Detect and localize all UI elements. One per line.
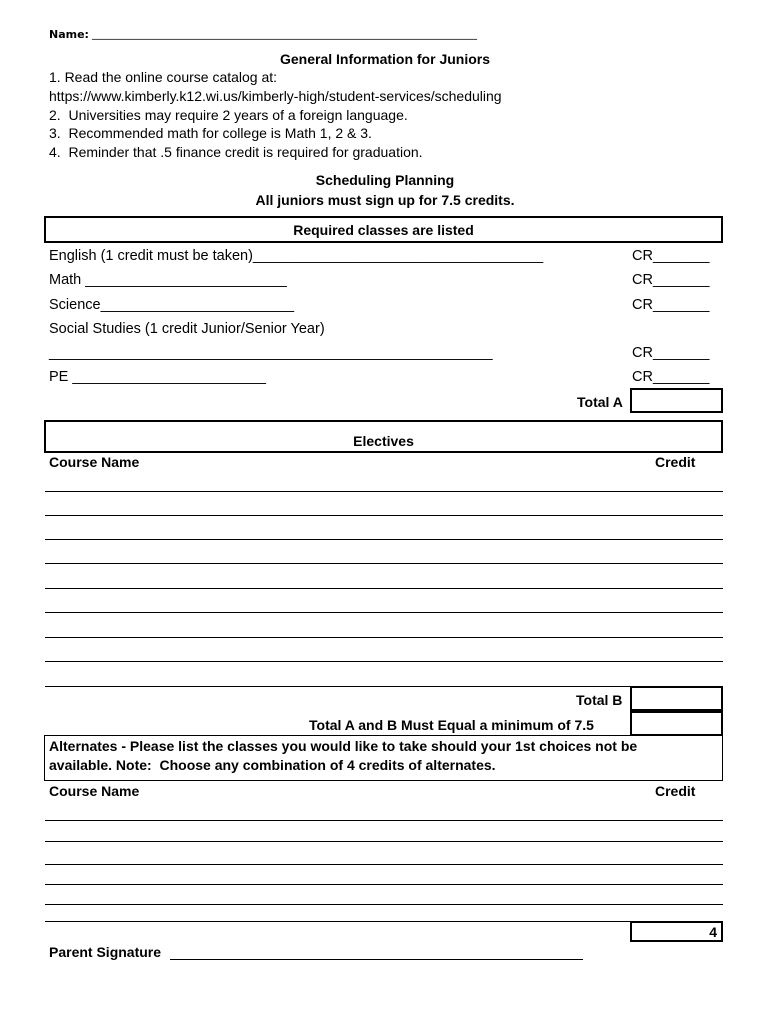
info-item-3: 3. Recommended math for college is Math 1, 2 & 3.	[49, 125, 372, 141]
minimum-total-label: Total A and B Must Equal a minimum of 7.5	[309, 717, 594, 733]
english-field[interactable]: English (1 credit must be taken)____________________________________	[49, 248, 544, 264]
name-field[interactable]: ______________________________________________________________________	[92, 27, 477, 40]
elective-line[interactable]	[45, 686, 723, 687]
info-item-2: 2. Universities may require 2 years of a foreign language.	[49, 107, 408, 123]
alternates-course-name-label: Course Name	[49, 783, 140, 799]
total-b-box[interactable]	[630, 686, 723, 711]
math-credit[interactable]: CR_______	[632, 272, 710, 288]
elective-line[interactable]	[45, 661, 723, 662]
elective-line[interactable]	[45, 539, 723, 540]
info-item-1: 1. Read the online course catalog at:	[49, 69, 278, 85]
science-field[interactable]: Science________________________	[49, 297, 295, 313]
social-studies-credit[interactable]: CR_______	[632, 345, 710, 361]
science-credit[interactable]: CR_______	[632, 297, 710, 313]
social-studies-field[interactable]: _______________________________________________________	[49, 345, 493, 361]
alternate-line[interactable]	[45, 864, 723, 865]
english-credit[interactable]: CR_______	[632, 248, 710, 264]
elective-line[interactable]	[45, 515, 723, 516]
minimum-total-box[interactable]	[630, 711, 723, 736]
elective-line[interactable]	[45, 588, 723, 589]
planning-title: Scheduling Planning	[315, 172, 455, 188]
electives-course-name-label: Course Name	[49, 454, 140, 470]
general-info-title: General Information for Juniors	[279, 51, 491, 67]
math-field[interactable]: Math _________________________	[49, 272, 287, 288]
name-label: Name:	[49, 28, 89, 41]
alternates-note-line2: available. Note: Choose any combination of 4 credits of alternates.	[49, 757, 496, 773]
electives-credit-label: Credit	[655, 454, 696, 470]
required-header-box	[44, 216, 723, 243]
alternate-line[interactable]	[45, 921, 630, 922]
pe-credit[interactable]: CR_______	[632, 369, 710, 385]
alternates-note-line1: Alternates - Please list the classes you would like to take should your 1st choices not be	[49, 738, 638, 754]
catalog-url: https://www.kimberly.k12.wi.us/kimberly-high/student-services/scheduling	[49, 88, 502, 104]
alternate-line[interactable]	[45, 820, 723, 821]
parent-signature-field[interactable]	[170, 959, 583, 960]
electives-header: Electives	[353, 433, 414, 449]
alternates-note-box	[44, 735, 723, 781]
alternates-credit-label: Credit	[655, 783, 696, 799]
alternate-line[interactable]	[45, 884, 723, 885]
total-b-label: Total B	[576, 692, 623, 708]
alternate-line[interactable]	[45, 841, 723, 842]
elective-line[interactable]	[45, 612, 723, 613]
pe-field[interactable]: PE ________________________	[49, 369, 266, 385]
alternates-total-value: 4	[709, 924, 717, 940]
elective-line[interactable]	[45, 491, 723, 492]
social-studies-label: Social Studies (1 credit Junior/Senior Year)	[49, 321, 325, 337]
alternates-total-box	[630, 921, 723, 942]
planning-subtitle: All juniors must sign up for 7.5 credits.	[255, 192, 515, 208]
elective-line[interactable]	[45, 637, 723, 638]
electives-header-box	[44, 420, 723, 453]
info-item-4: 4. Reminder that .5 finance credit is required for graduation.	[49, 144, 423, 160]
total-a-box[interactable]	[630, 388, 723, 413]
elective-line[interactable]	[45, 563, 723, 564]
parent-signature-label: Parent Signature	[49, 944, 162, 960]
required-header: Required classes are listed	[293, 222, 474, 238]
total-a-label: Total A	[577, 394, 623, 410]
alternate-line[interactable]	[45, 904, 723, 905]
